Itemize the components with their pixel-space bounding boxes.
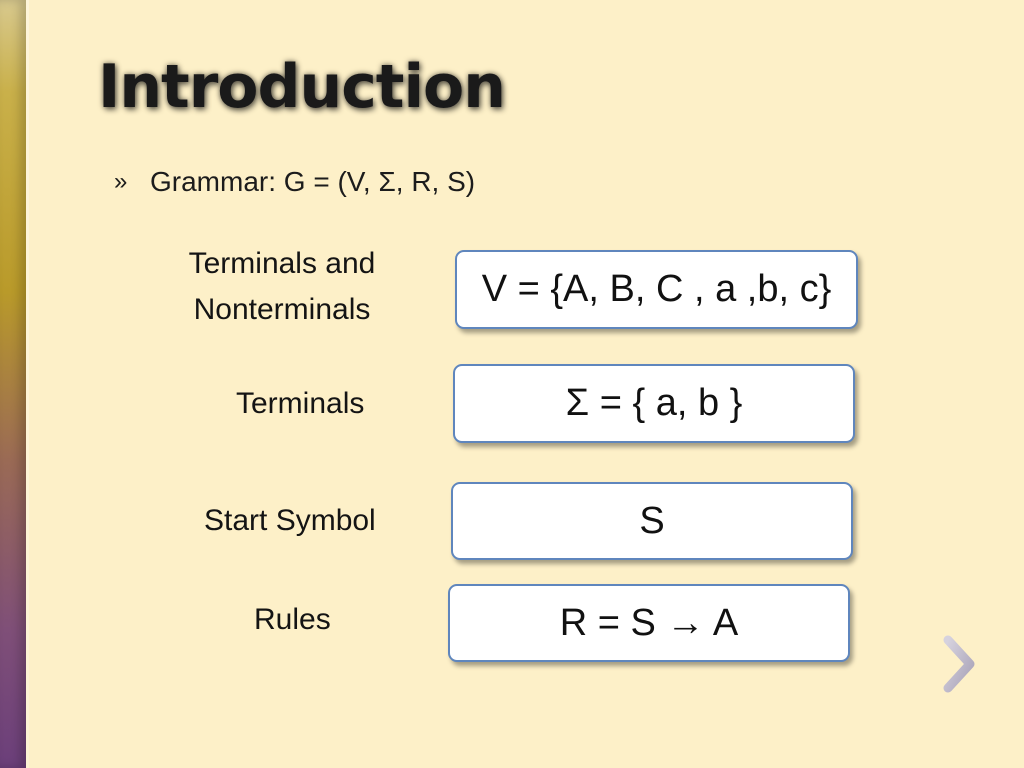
- value-box-rules: R = S → A: [448, 584, 850, 662]
- next-slide-button[interactable]: [936, 632, 984, 696]
- label-start-symbol: Start Symbol: [204, 504, 376, 537]
- decorative-side-band: [0, 0, 26, 768]
- slide-title: Introduction: [98, 52, 505, 122]
- bullet-grammar: [114, 166, 475, 198]
- value-box-start-symbol: S: [451, 482, 853, 560]
- chevron-right-icon: [936, 632, 984, 696]
- value-box-variables: V = {A, B, C , a ,b, c}: [455, 250, 858, 329]
- label-terminals: Terminals: [236, 387, 365, 420]
- bullet-marker: »: [114, 168, 128, 195]
- bullet-text: Grammar: G = (V, Σ, R, S): [150, 166, 476, 197]
- label-terminals-and-nonterminals: Terminals and Nonterminals: [188, 247, 376, 326]
- value-box-terminals: Σ = { a, b }: [453, 364, 855, 443]
- label-rules: Rules: [254, 603, 331, 636]
